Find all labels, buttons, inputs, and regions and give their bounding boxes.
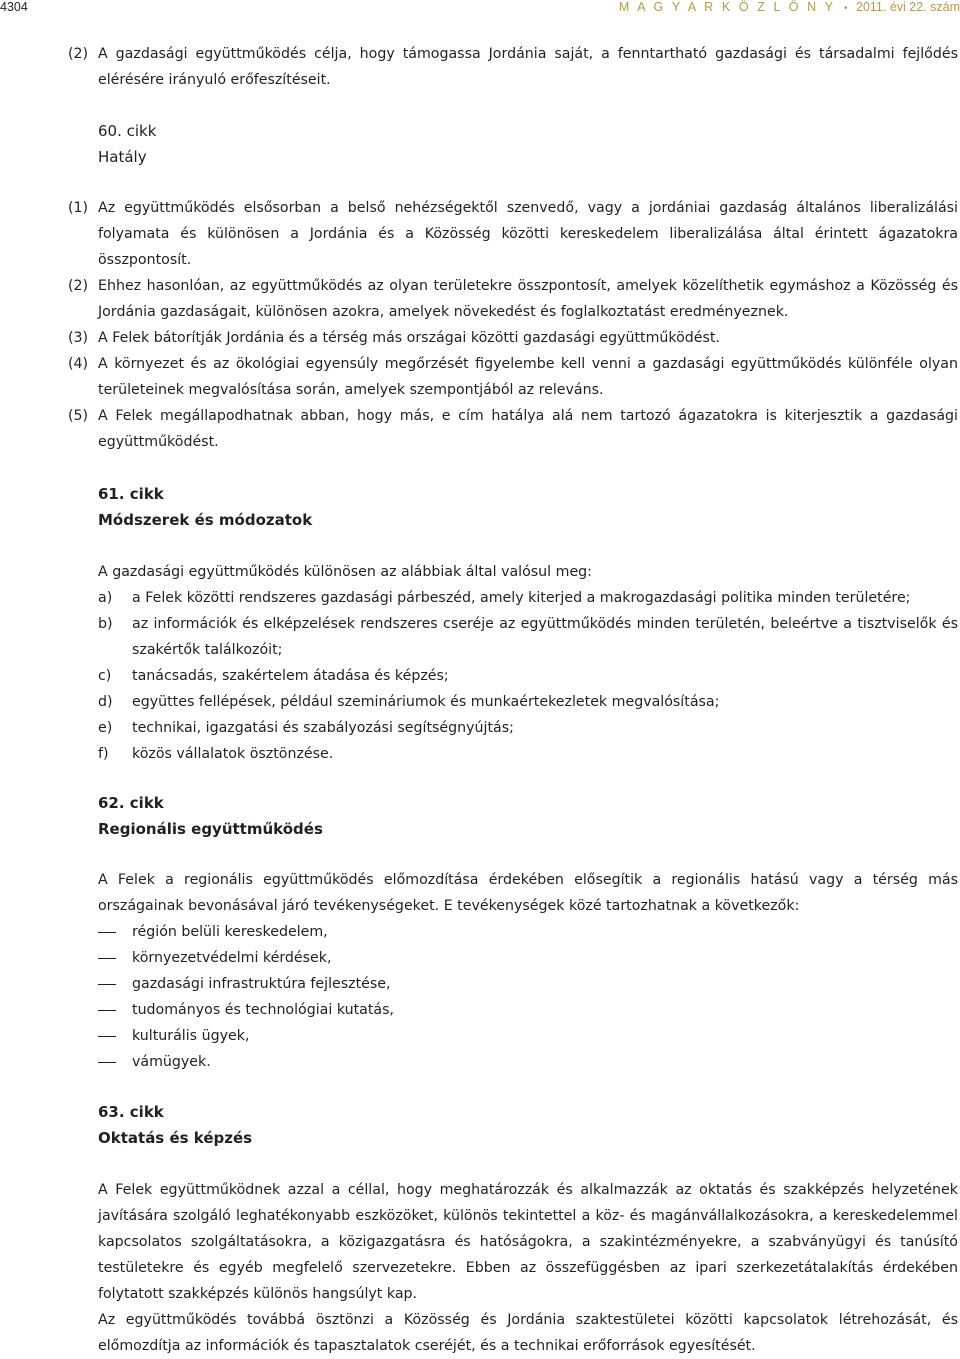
dash-item-text: tudományos és technológiai kutatás,	[132, 1002, 395, 1018]
dash-item-text: gazdasági infrastruktúra fejlesztése,	[132, 976, 391, 992]
intro-paragraph	[68, 41, 958, 93]
article-title: Módszerek és módozatok	[98, 511, 313, 529]
running-header	[0, 0, 960, 16]
dash-item-text: környezetvédelmi kérdések,	[132, 950, 332, 966]
article-61-heading	[98, 481, 312, 533]
article-number: 60. cikk	[98, 122, 157, 140]
dash-item-text: kulturális ügyek,	[132, 1028, 250, 1044]
list-item-text: technikai, igazgatási és szabályozási segítségnyújtás;	[132, 720, 514, 736]
article-63-heading	[98, 1099, 252, 1151]
dash-bullet	[98, 1023, 116, 1049]
article-63-paragraph-1: A Felek együttműködnek azzal a céllal, hogy meghatározzák és alkalmazzák az oktatás és szakképzés helyzetének javítására szolgáló leghatékonyabb eszközöket, különös tekintettel a köz- és magánvállalkozásokra, a kereskedelemmel kapcsolatos szolgáltatásokra, a közigazgatásra és hatóságokra, a szakintézményekre, a szabványügyi és tanúsító testületekre és egyéb megfelelő szervezetekre. Ebben az összefüggésben az ipari szerkezetátalakítás érdekében folytatott szakképzés különös hangsúlyt kap.	[98, 1182, 958, 1302]
article-title: Regionális együttműködés	[98, 820, 323, 838]
paragraph-text: Ehhez hasonlóan, az együttműködés az olyan területekre összpontosít, amelyek közelíthetik egymáshoz a Közösség és Jordánia gazdaságait, különösen azokra, amelyek növekedést és foglalkoztatást eredményeznek.	[98, 278, 958, 320]
article-63-paragraph-2: Az együttműködés továbbá ösztönzi a Közösség és Jordánia szaktestületei közötti kapcsolatok létrehozását, és előmozdítja az információk és tapasztalatok cseréjét, és a technikai erőforrások egyesítését.	[98, 1312, 958, 1354]
article-62-lead: A Felek a regionális együttműködés előmozdítása érdekében elősegítik a regionális hatású vagy a térség más országainak bevonásával járó tevékenységeket. E tevékenységek közé tartozhatnak a következők:	[98, 872, 958, 914]
list-letter: f)	[98, 746, 109, 762]
running-title-block	[619, 0, 960, 16]
issue-number: 2011. évi 22. szám	[856, 0, 960, 14]
paragraph-text: A Felek megállapodhatnak abban, hogy más, e cím hatálya alá nem tartozó ágazatokra is kiterjesztik a gazdasági együttműködést.	[98, 408, 958, 450]
list-item-text: a Felek közötti rendszeres gazdasági párbeszéd, amely kiterjed a makrogazdasági politika minden területére;	[132, 590, 911, 606]
article-60-paragraph-4	[68, 351, 958, 403]
article-number: 61. cikk	[98, 485, 164, 503]
list-letter: d)	[98, 694, 113, 710]
list-item-text: együttes fellépések, például szemináriumok és munkaértekezletek megvalósítása;	[132, 694, 720, 710]
dash-item-text: vámügyek.	[132, 1054, 211, 1070]
dash-bullet	[98, 971, 116, 997]
dash-bullet	[98, 997, 116, 1023]
paragraph-number: (3)	[68, 330, 89, 346]
paragraph-number: (2)	[68, 278, 89, 294]
dash-bullet	[98, 919, 116, 945]
list-item-text: az információk és elképzelések rendszeres cseréje az együttműködés minden területén, beleértve a tisztviselők és szakértők találkozóit;	[132, 616, 958, 658]
article-number: 63. cikk	[98, 1103, 164, 1121]
paragraph-number: (4)	[68, 356, 89, 372]
list-letter: e)	[98, 720, 113, 736]
article-60-paragraph-1	[68, 195, 958, 273]
article-60-heading	[98, 118, 156, 170]
dash-bullet	[98, 945, 116, 971]
paragraph-text: A Felek bátorítják Jordánia és a térség más országai közötti gazdasági együttműködést.	[98, 330, 720, 346]
list-item-text: közös vállalatok ösztönzése.	[132, 746, 334, 762]
paragraph-number: (1)	[68, 200, 89, 216]
article-number: 62. cikk	[98, 794, 164, 812]
paragraph-text: A gazdasági együttműködés célja, hogy támogassa Jordánia saját, a fenntartható gazdasági és társadalmi fejlődés elérésére irányuló erőfeszítéseit.	[98, 46, 958, 88]
article-title: Hatály	[98, 148, 147, 166]
article-60-paragraph-5	[68, 403, 958, 455]
list-letter: c)	[98, 668, 112, 684]
page-number: 4304	[0, 0, 28, 14]
paragraph-number: (5)	[68, 408, 89, 424]
journal-title: M A G Y A R K Ö Z L Ö N Y	[618, 0, 836, 14]
paragraph-number: (2)	[68, 46, 89, 62]
article-60-paragraph-2	[68, 273, 958, 325]
paragraph-text: A környezet és az ökológiai egyensúly megőrzését figyelembe kell venni a gazdasági együttműködés különféle olyan területeinek megvalósítása során, amelyek szempontjából az releváns.	[98, 356, 958, 398]
list-item-text: tanácsadás, szakértelem átadása és képzés;	[132, 668, 449, 684]
list-letter: b)	[98, 616, 113, 632]
dash-bullet	[98, 1049, 116, 1075]
dash-item-text: régión belüli kereskedelem,	[132, 924, 328, 940]
list-letter: a)	[98, 590, 113, 606]
bullet-separator: •	[844, 3, 848, 14]
article-60-paragraph-3	[68, 325, 958, 351]
article-title: Oktatás és képzés	[98, 1129, 253, 1147]
article-61-lead: A gazdasági együttműködés különösen az alábbiak által valósul meg:	[98, 564, 592, 580]
paragraph-text: Az együttműködés elsősorban a belső nehézségektől szenvedő, vagy a jordániai gazdaság általános liberalizálási folyamata és különösen a Jordánia és a Közösség közötti kereskedelem liberalizálása által érintett ágazatokra összpontosít.	[98, 200, 958, 268]
article-62-heading	[98, 790, 323, 842]
